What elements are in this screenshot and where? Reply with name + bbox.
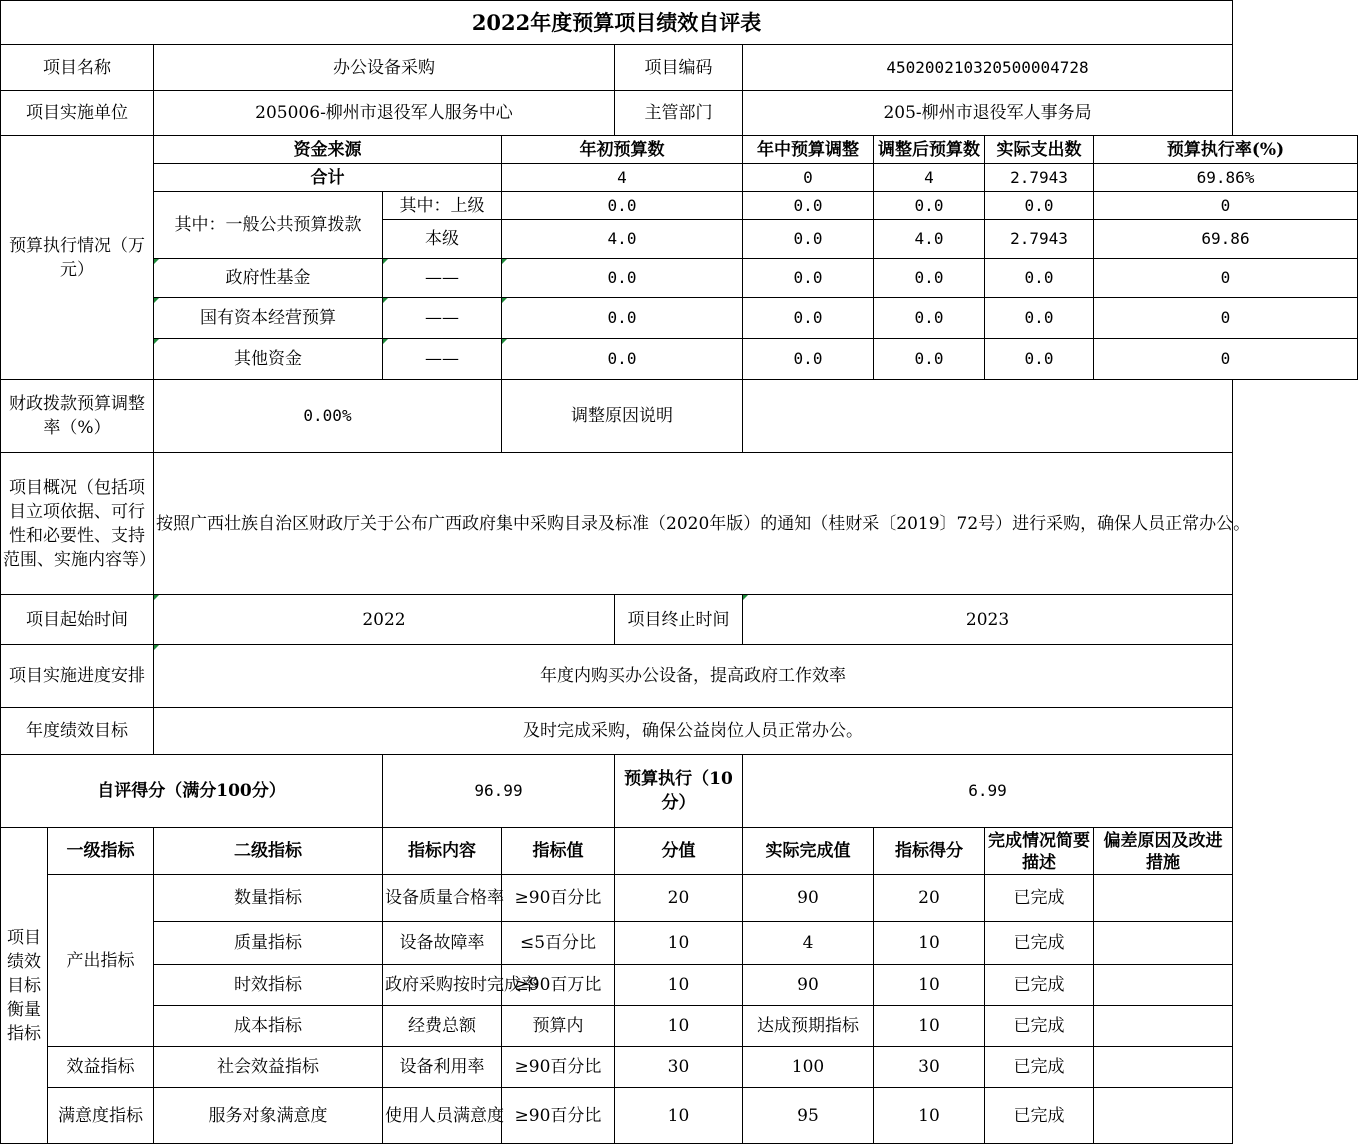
score-cell: 10 (874, 922, 985, 965)
end-time-label: 项目终止时间 (615, 595, 743, 645)
budget-exec-score-value: 6.99 (743, 755, 1233, 828)
target-cell: 预算内 (502, 1006, 615, 1047)
actual-cell: 90 (743, 965, 874, 1006)
adjust-rate-label: 财政拨款预算调整率（%） (1, 380, 154, 453)
status-cell: 已完成 (985, 1088, 1094, 1144)
deviation-cell (1094, 875, 1233, 922)
status-cell: 已完成 (985, 1047, 1094, 1088)
end-time-value: 2023 (743, 595, 1233, 645)
header-adjusted-budget: 调整后预算数 (874, 136, 985, 164)
general-budget-label: 其中：一般公共预算拨款 (154, 192, 383, 259)
self-score-value: 96.99 (383, 755, 615, 828)
annual-goal-text: 及时完成采购，确保公益岗位人员正常办公。 (154, 708, 1233, 755)
total-adjusted: 4 (874, 164, 985, 192)
local-rate: 69.86 (1094, 220, 1358, 259)
level2-cell: 质量指标 (154, 922, 383, 965)
superior-actual: 0.0 (985, 192, 1094, 220)
page-title: 2022年度预算项目绩效自评表 (1, 1, 1233, 45)
table-row (1, 922, 1358, 965)
header-level2: 二级指标 (154, 828, 383, 875)
table-row (1, 1006, 1358, 1047)
score-cell: 10 (874, 965, 985, 1006)
header-actual: 实际完成值 (743, 828, 874, 875)
state-capital-adjust: 0.0 (743, 298, 874, 339)
status-cell: 已完成 (985, 1006, 1094, 1047)
target-cell: ≥90百分比 (502, 1047, 615, 1088)
level2-cell: 成本指标 (154, 1006, 383, 1047)
level2-cell: 服务对象满意度 (154, 1088, 383, 1144)
header-deviation: 偏差原因及改进措施 (1094, 828, 1233, 875)
adjust-reason-label: 调整原因说明 (502, 380, 743, 453)
budget-exec-score-label: 预算执行（10分） (615, 755, 743, 828)
score-cell: 20 (874, 875, 985, 922)
actual-cell: 4 (743, 922, 874, 965)
budget-section-label: 预算执行情况（万元） (1, 136, 154, 380)
local-adjust: 0.0 (743, 220, 874, 259)
project-code-value: 450200210320500004728 (743, 45, 1233, 91)
actual-cell: 100 (743, 1047, 874, 1088)
weight-cell: 30 (615, 1047, 743, 1088)
implementing-unit-value: 205006-柳州市退役军人服务中心 (154, 91, 615, 136)
overview-label: 项目概况（包括项目立项依据、可行性和必要性、支持范围、实施内容等） (1, 453, 154, 595)
other-fund-rate: 0 (1094, 339, 1358, 380)
header-target: 指标值 (502, 828, 615, 875)
header-initial-budget: 年初预算数 (502, 136, 743, 164)
superior-initial: 0.0 (502, 192, 743, 220)
gov-fund-actual: 0.0 (985, 259, 1094, 298)
status-cell: 已完成 (985, 875, 1094, 922)
state-capital-label: 国有资本经营预算 (154, 298, 383, 339)
gov-fund-initial: 0.0 (502, 259, 743, 298)
content-cell: 经费总额 (383, 1006, 502, 1047)
gov-fund-dash: —— (383, 259, 502, 298)
header-midyear-adjust: 年中预算调整 (743, 136, 874, 164)
total-label: 合计 (154, 164, 502, 192)
total-rate: 69.86% (1094, 164, 1358, 192)
deviation-cell (1094, 1006, 1233, 1047)
level2-cell: 社会效益指标 (154, 1047, 383, 1088)
output-indicator-label: 产出指标 (48, 875, 154, 1047)
header-fund-source: 资金来源 (154, 136, 502, 164)
self-score-label: 自评得分（满分100分） (1, 755, 383, 828)
supervising-dept-value: 205-柳州市退役军人事务局 (743, 91, 1233, 136)
actual-cell: 达成预期指标 (743, 1006, 874, 1047)
project-code-label: 项目编码 (615, 45, 743, 91)
other-fund-label: 其他资金 (154, 339, 383, 380)
indicators-section-label: 项目绩效目标衡量指标 (1, 828, 48, 1144)
benefit-indicator-label: 效益指标 (48, 1047, 154, 1088)
supervising-dept-label: 主管部门 (615, 91, 743, 136)
other-fund-dash: —— (383, 339, 502, 380)
superior-label: 其中：上级 (383, 192, 502, 220)
content-cell: 政府采购按时完成率 (383, 965, 502, 1006)
target-cell: ≥90百分比 (502, 875, 615, 922)
header-level1: 一级指标 (48, 828, 154, 875)
other-fund-adjust: 0.0 (743, 339, 874, 380)
weight-cell: 10 (615, 1088, 743, 1144)
header-actual-spend: 实际支出数 (985, 136, 1094, 164)
adjust-rate-value: 0.00% (154, 380, 502, 453)
local-actual: 2.7943 (985, 220, 1094, 259)
progress-text: 年度内购买办公设备，提高政府工作效率 (154, 645, 1233, 708)
annual-goal-label: 年度绩效目标 (1, 708, 154, 755)
status-cell: 已完成 (985, 965, 1094, 1006)
local-initial: 4.0 (502, 220, 743, 259)
other-fund-adjusted: 0.0 (874, 339, 985, 380)
gov-fund-adjust: 0.0 (743, 259, 874, 298)
table-row (1, 965, 1358, 1006)
satisfaction-indicator-label: 满意度指标 (48, 1088, 154, 1144)
score-cell: 10 (874, 1006, 985, 1047)
gov-fund-rate: 0 (1094, 259, 1358, 298)
state-capital-actual: 0.0 (985, 298, 1094, 339)
other-fund-actual: 0.0 (985, 339, 1094, 380)
superior-rate: 0 (1094, 192, 1358, 220)
start-time-label: 项目起始时间 (1, 595, 154, 645)
score-cell: 10 (874, 1088, 985, 1144)
total-actual: 2.7943 (985, 164, 1094, 192)
project-name-value: 办公设备采购 (154, 45, 615, 91)
weight-cell: 10 (615, 922, 743, 965)
adjust-reason-value (743, 380, 1233, 453)
state-capital-initial: 0.0 (502, 298, 743, 339)
deviation-cell (1094, 965, 1233, 1006)
total-adjust: 0 (743, 164, 874, 192)
content-cell: 设备质量合格率 (383, 875, 502, 922)
local-label: 本级 (383, 220, 502, 259)
target-cell: ≥90百万比 (502, 965, 615, 1006)
state-capital-adjusted: 0.0 (874, 298, 985, 339)
total-initial: 4 (502, 164, 743, 192)
status-cell: 已完成 (985, 922, 1094, 965)
level2-cell: 时效指标 (154, 965, 383, 1006)
content-cell: 设备故障率 (383, 922, 502, 965)
overview-text: 按照广西壮族自治区财政厅关于公布广西政府集中采购目录及标准（2020年版）的通知（桂财采〔2019〕72号）进行采购，确保人员正常办公。 (154, 453, 1233, 595)
state-capital-rate: 0 (1094, 298, 1358, 339)
target-cell: ≥90百分比 (502, 1088, 615, 1144)
weight-cell: 10 (615, 1006, 743, 1047)
table-row (1, 1088, 1358, 1144)
actual-cell: 90 (743, 875, 874, 922)
level2-cell: 数量指标 (154, 875, 383, 922)
local-adjusted: 4.0 (874, 220, 985, 259)
header-status: 完成情况简要描述 (985, 828, 1094, 875)
header-content: 指标内容 (383, 828, 502, 875)
start-time-value: 2022 (154, 595, 615, 645)
deviation-cell (1094, 1047, 1233, 1088)
header-weight: 分值 (615, 828, 743, 875)
other-fund-initial: 0.0 (502, 339, 743, 380)
actual-cell: 95 (743, 1088, 874, 1144)
project-name-label: 项目名称 (1, 45, 154, 91)
weight-cell: 10 (615, 965, 743, 1006)
table-row (1, 875, 1358, 922)
gov-fund-label: 政府性基金 (154, 259, 383, 298)
table-row (1, 1047, 1358, 1088)
deviation-cell (1094, 922, 1233, 965)
superior-adjust: 0.0 (743, 192, 874, 220)
deviation-cell (1094, 1088, 1233, 1144)
implementing-unit-label: 项目实施单位 (1, 91, 154, 136)
header-score: 指标得分 (874, 828, 985, 875)
superior-adjusted: 0.0 (874, 192, 985, 220)
score-cell: 30 (874, 1047, 985, 1088)
target-cell: ≤5百分比 (502, 922, 615, 965)
progress-label: 项目实施进度安排 (1, 645, 154, 708)
state-capital-dash: —— (383, 298, 502, 339)
content-cell: 使用人员满意度 (383, 1088, 502, 1144)
weight-cell: 20 (615, 875, 743, 922)
gov-fund-adjusted: 0.0 (874, 259, 985, 298)
content-cell: 设备利用率 (383, 1047, 502, 1088)
header-execution-rate: 预算执行率(%) (1094, 136, 1358, 164)
